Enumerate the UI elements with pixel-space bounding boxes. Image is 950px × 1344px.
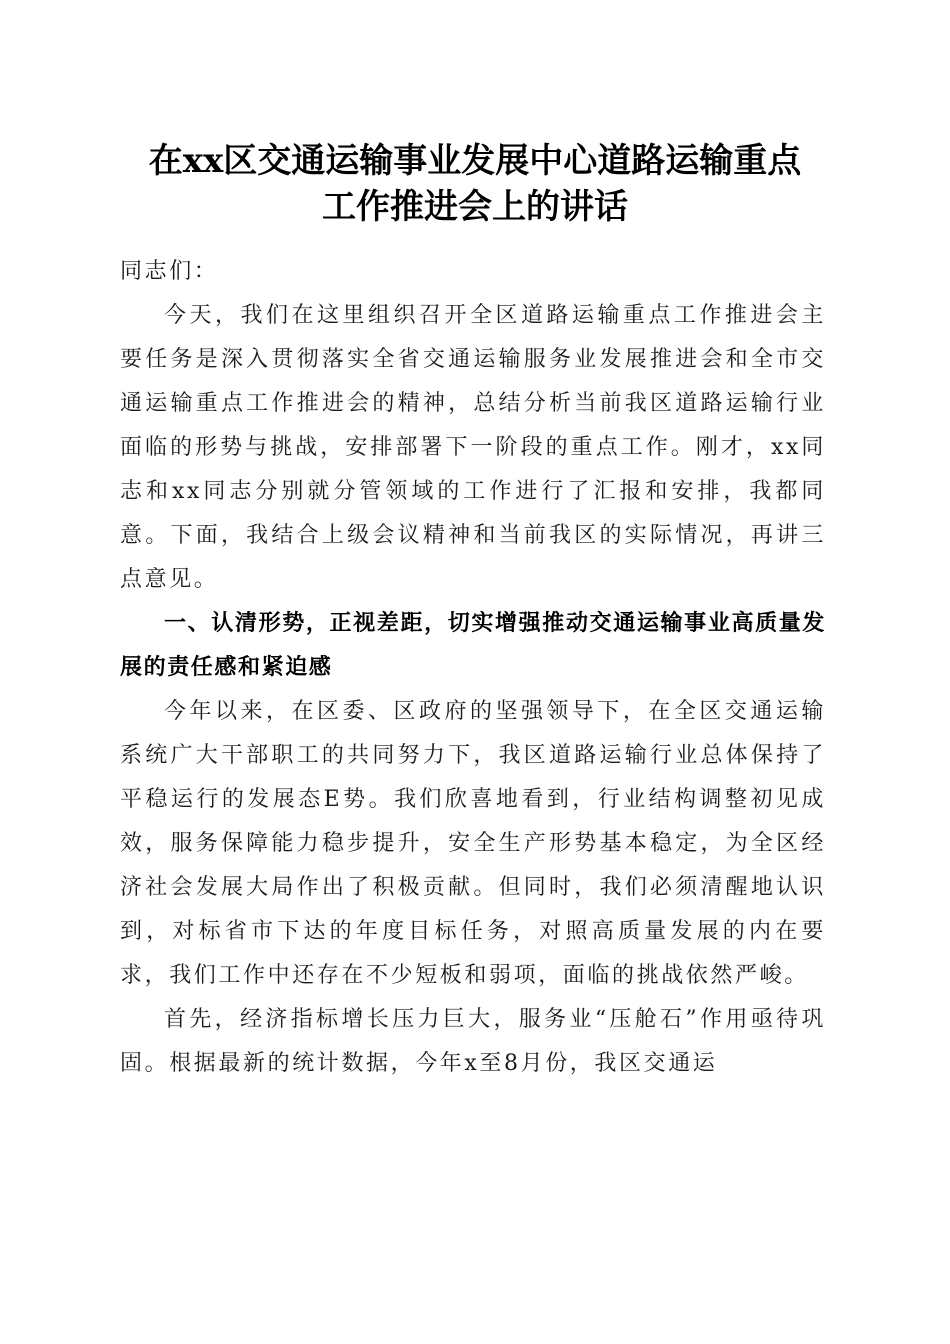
title-line-1: 在xx区交通运输事业发展中心道路运输重点: [148, 141, 802, 181]
paragraph-situation: 今年以来，在区委、区政府的坚强领导下，在全区交通运输系统广大干部职工的共同努力下，我区道路运输行业总体保持了平稳运行的发展态E势。我们欣喜地看到，行业结构调整初见成效，服务保障能力稳步提升，安全生产形势基本稳定，为全区经济社会发展大局作出了积极贡献。但同时，我们必须清醒地认识到，对标省市下达的年度目标任务，对照高质量发展的内在要求，我们工作中还存在不少短板和弱项，面临的挑战依然严峻。: [120, 699, 826, 988]
title-line-2: 工作推进会上的讲话: [322, 187, 628, 227]
paragraph-first-point: 首先，经济指标增长压力巨大，服务业“压舱石”作用亟待巩固。根据最新的统计数据，今年x至8月份，我区交通运: [120, 1007, 826, 1076]
document-title: [100, 138, 850, 230]
document-body: [120, 250, 826, 1086]
paragraph-intro: 今天，我们在这里组织召开全区道路运输重点工作推进会主要任务是深入贯彻落实全省交通运输服务业发展推进会和全市交通运输重点工作推进会的精神，总结分析当前我区道路运输行业面临的形势与挑战，安排部署下一阶段的重点工作。刚才，xx同志和xx同志分别就分管领域的工作进行了汇报和安排，我都同意。下面，我结合上级会议精神和当前我区的实际情况，再讲三点意见。: [120, 303, 826, 592]
salutation: 同志们：: [120, 259, 219, 284]
section-heading-1: 一、认清形势，正视差距，切实增强推动交通运输事业高质量发展的责任感和紧迫感: [120, 611, 826, 680]
